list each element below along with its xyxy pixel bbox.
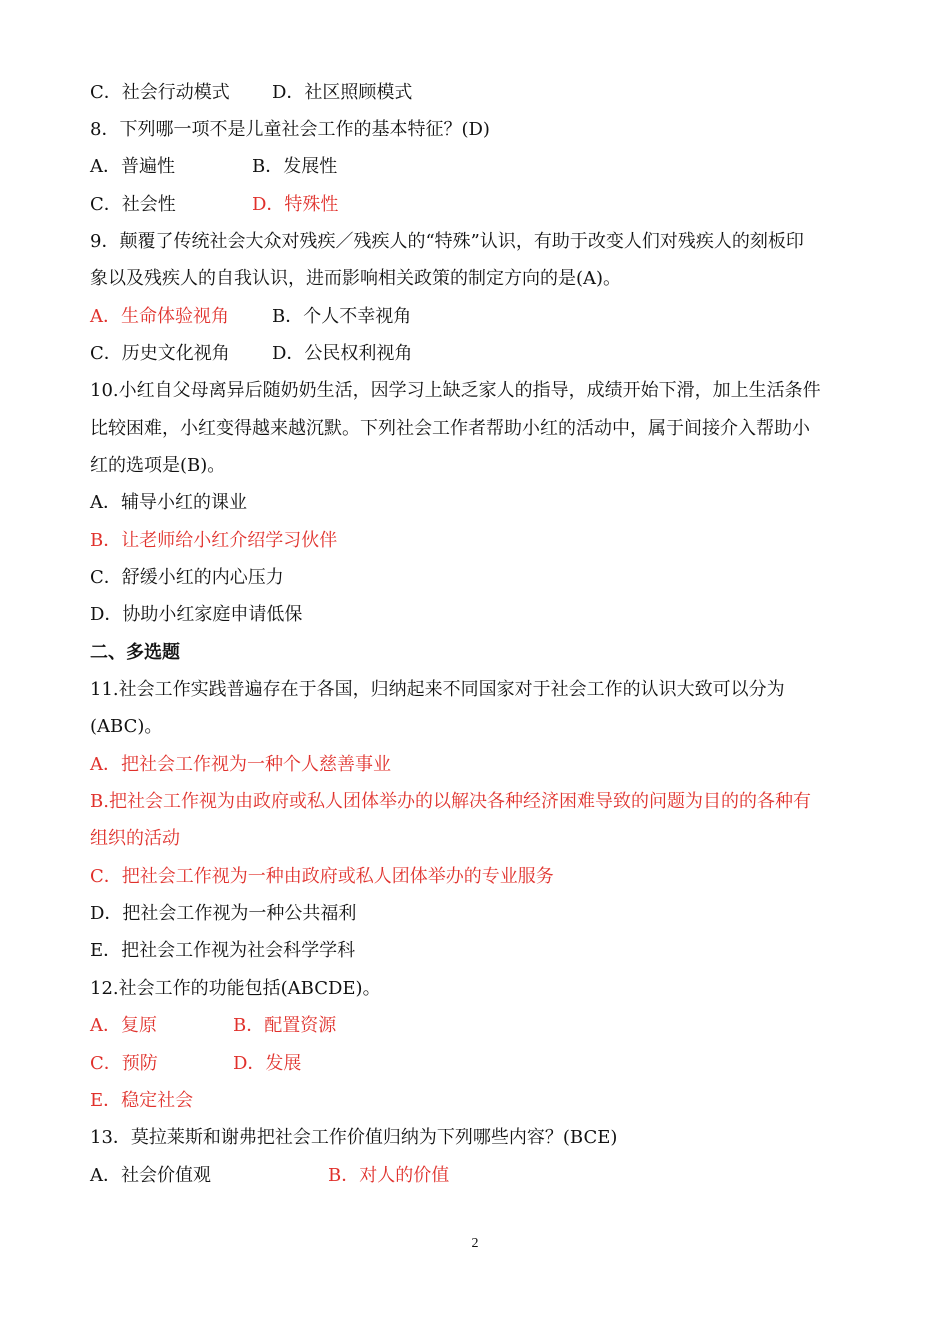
question-13: 13．莫拉莱斯和谢弗把社会工作价值归纳为下列哪些内容？(BCE) bbox=[90, 1127, 618, 1148]
q8-options-cd bbox=[90, 193, 339, 217]
q11-option-b-answer-line2: 组织的活动 bbox=[90, 828, 180, 849]
line-1 bbox=[90, 81, 413, 105]
option-d-community-care: D．社区照顾模式 bbox=[272, 82, 413, 103]
q9-options-ab bbox=[90, 305, 412, 329]
option-a-answer: A．生命体验视角 bbox=[90, 306, 229, 327]
q12-options-cd bbox=[90, 1052, 302, 1076]
q11-option-e: E．把社会工作视为社会科学学科 bbox=[90, 940, 356, 961]
q11-option-a-answer: A．把社会工作视为一种个人慈善事业 bbox=[90, 754, 391, 775]
option-d: D．公民权利视角 bbox=[272, 343, 413, 364]
question-11-line2: (ABC)。 bbox=[90, 716, 163, 737]
question-11-line1: 11.社会工作实践普遍存在于各国，归纳起来不同国家对于社会工作的认识大致可以分为 bbox=[90, 679, 785, 700]
q11-option-d: D．把社会工作视为一种公共福利 bbox=[90, 903, 357, 924]
option-c-social-action: C．社会行动模式 bbox=[90, 82, 230, 103]
q13-options-ab bbox=[90, 1164, 450, 1188]
option-b: B．个人不幸视角 bbox=[272, 306, 412, 327]
question-9-line2: 象以及残疾人的自我认识，进而影响相关政策的制定方向的是(A)。 bbox=[90, 268, 622, 289]
option-a: A．社会价值观 bbox=[90, 1165, 211, 1186]
option-c: C．社会性 bbox=[90, 194, 176, 215]
question-10-line2: 比较困难，小红变得越来越沉默。下列社会工作者帮助小红的活动中，属于间接介入帮助小 bbox=[90, 418, 810, 439]
q8-options-ab bbox=[90, 155, 338, 179]
option-a-answer: A．复原 bbox=[90, 1015, 157, 1036]
option-d-answer: D．发展 bbox=[233, 1053, 302, 1074]
q10-option-d: D．协助小红家庭申请低保 bbox=[90, 604, 303, 625]
option-a: A．普遍性 bbox=[90, 156, 175, 177]
page-number: 2 bbox=[471, 1236, 479, 1251]
q12-options-ab bbox=[90, 1014, 337, 1038]
question-10-line3: 红的选项是(B)。 bbox=[90, 455, 226, 476]
question-9-line1: 9．颠覆了传统社会大众对残疾／残疾人的“特殊”认识，有助于改变人们对残疾人的刻板印 bbox=[90, 231, 804, 252]
question-12: 12.社会工作的功能包括(ABCDE)。 bbox=[90, 978, 381, 999]
option-b-answer: B．配置资源 bbox=[233, 1015, 337, 1036]
q9-options-cd bbox=[90, 342, 413, 366]
q10-option-a: A．辅导小红的课业 bbox=[90, 492, 247, 513]
option-c-answer: C．预防 bbox=[90, 1053, 158, 1074]
q10-option-b-answer: B．让老师给小红介绍学习伙伴 bbox=[90, 530, 338, 551]
question-10-line1: 10.小红自父母离异后随奶奶生活，因学习上缺乏家人的指导，成绩开始下滑，加上生活条件 bbox=[90, 380, 821, 401]
q12-option-e-answer: E．稳定社会 bbox=[90, 1090, 194, 1111]
option-c: C．历史文化视角 bbox=[90, 343, 230, 364]
section-heading-multiple-choice: 二、多选题 bbox=[90, 642, 180, 663]
q11-option-b-answer-line1: B.把社会工作视为由政府或私人团体举办的以解决各种经济困难导致的问题为目的的各种有 bbox=[90, 791, 811, 812]
q10-option-c: C．舒缓小红的内心压力 bbox=[90, 567, 284, 588]
q11-option-c-answer: C．把社会工作视为一种由政府或私人团体举办的专业服务 bbox=[90, 866, 554, 887]
option-d-answer: D．特殊性 bbox=[252, 194, 339, 215]
question-8: 8．下列哪一项不是儿童社会工作的基本特征？(D) bbox=[90, 119, 490, 140]
option-b-answer: B．对人的价值 bbox=[328, 1165, 450, 1186]
option-b: B．发展性 bbox=[252, 156, 338, 177]
